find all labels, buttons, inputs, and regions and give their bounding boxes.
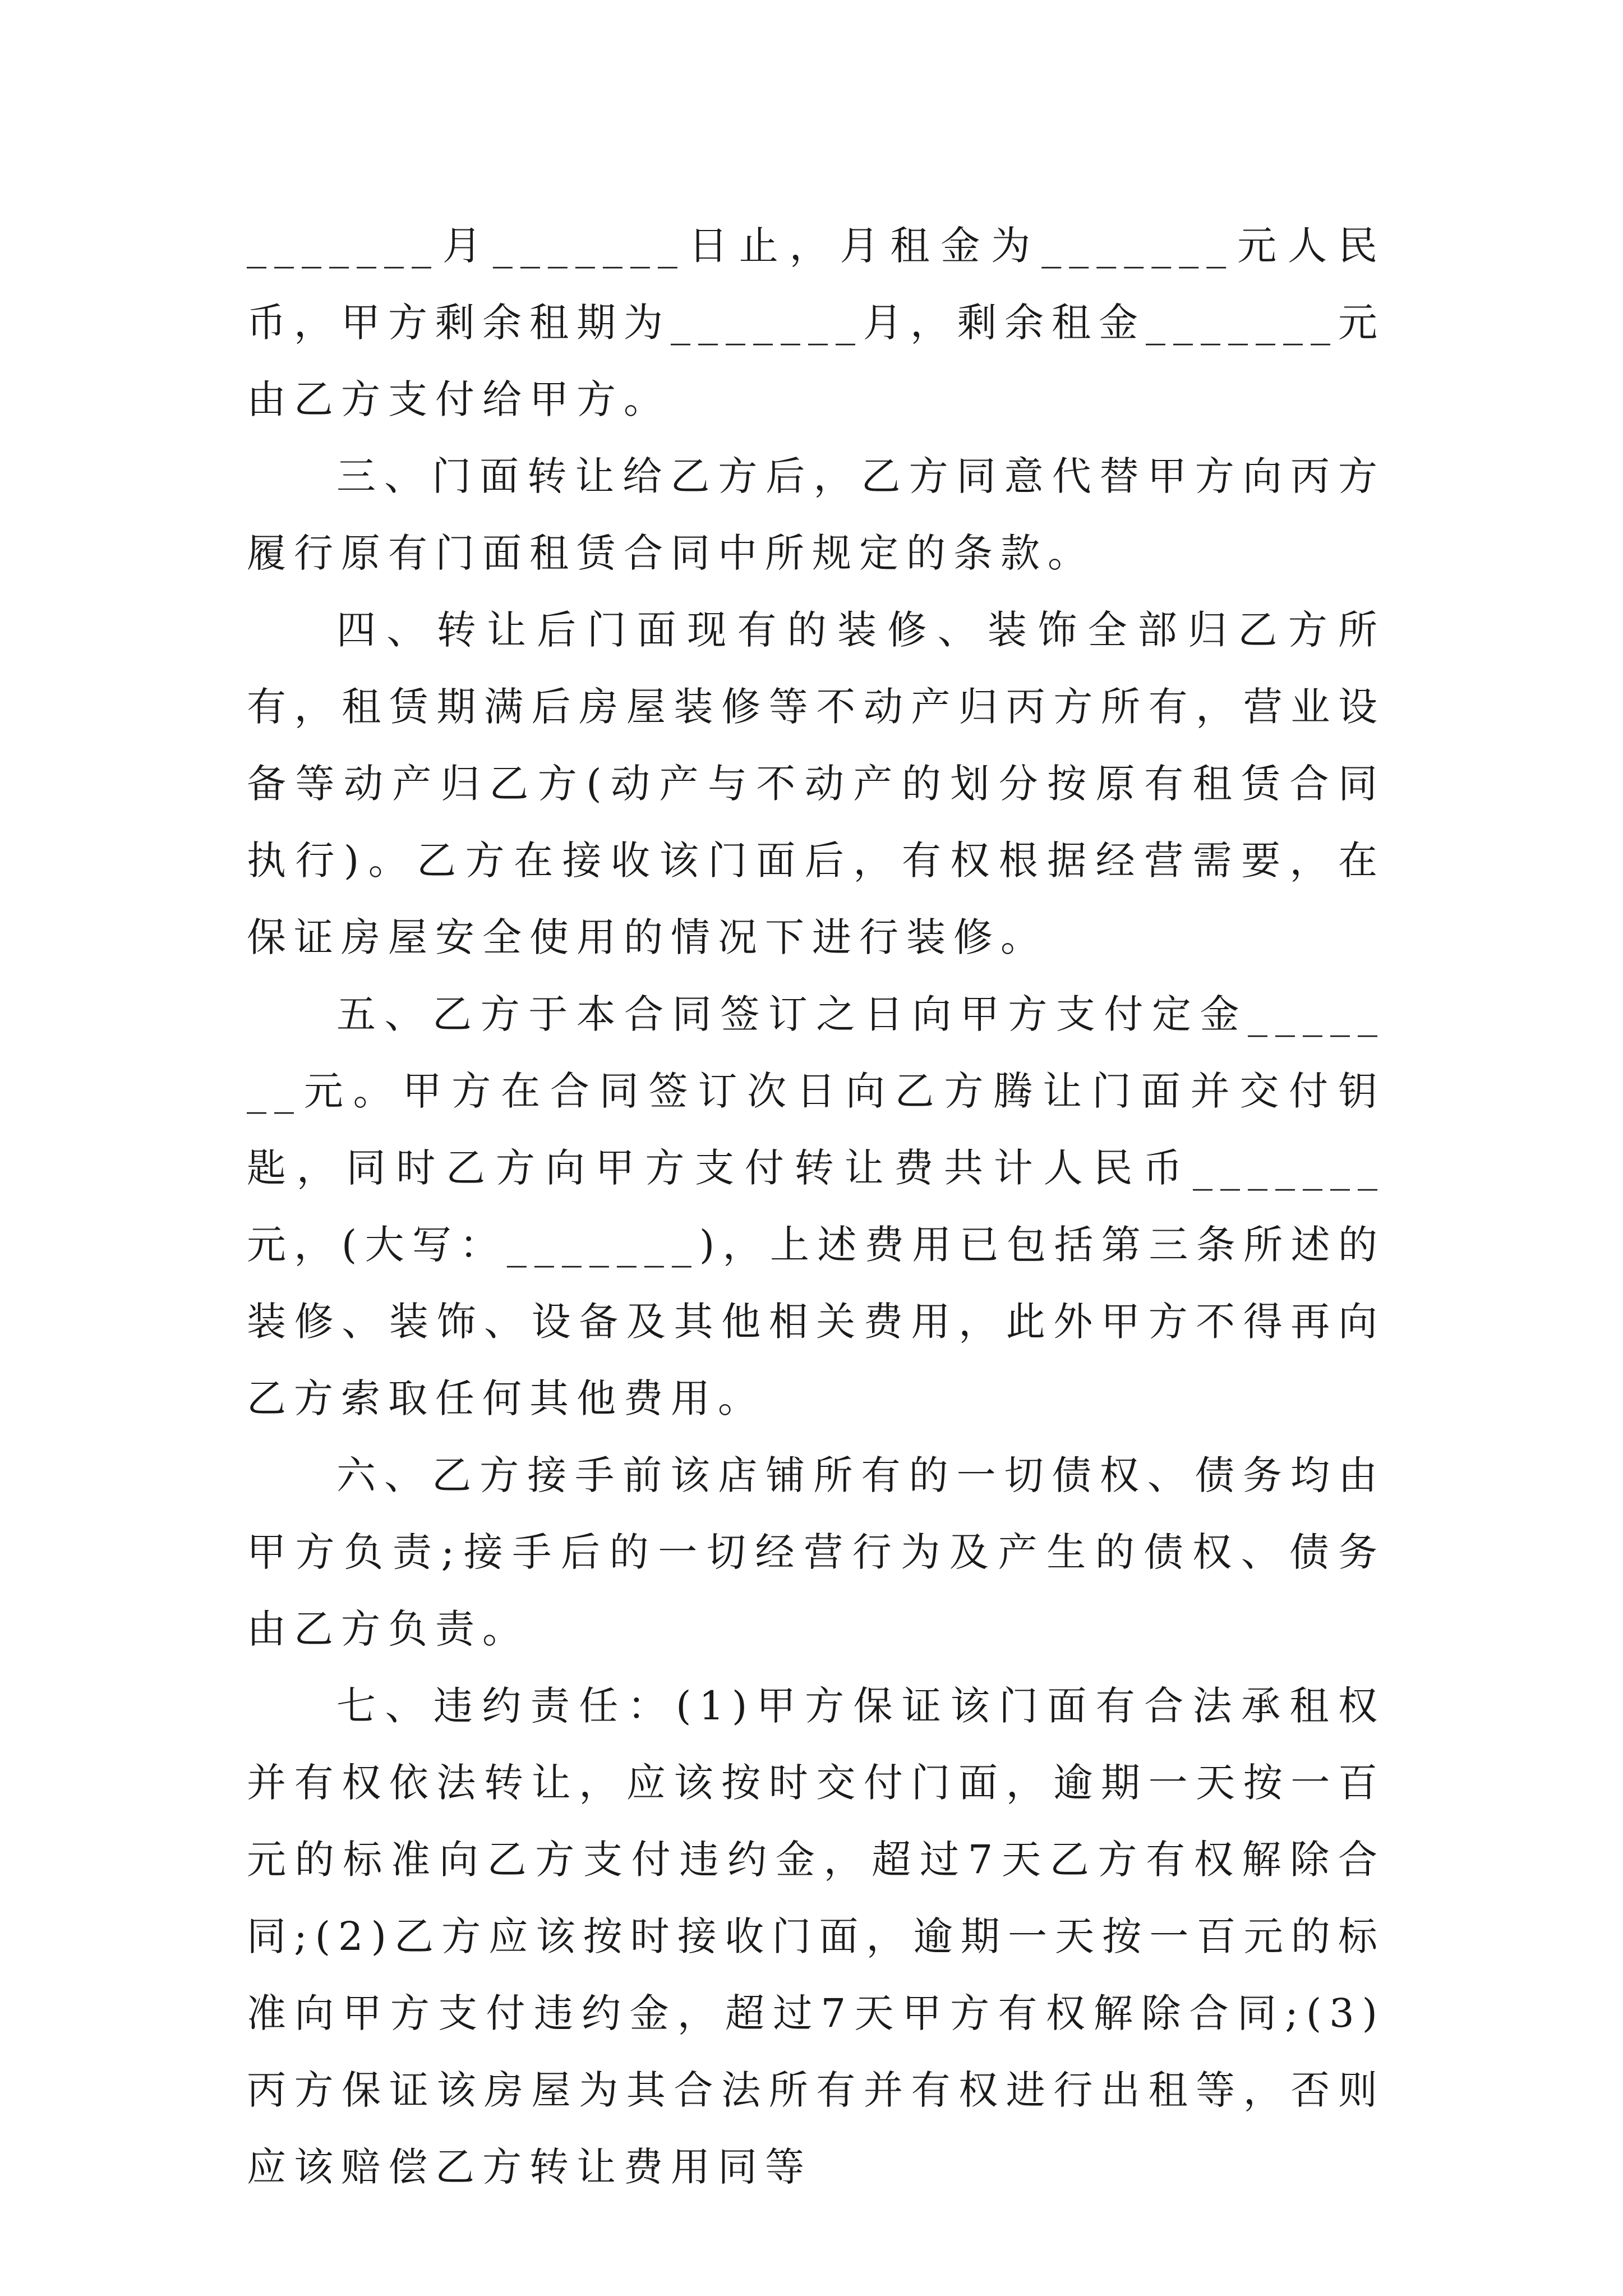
paragraph-clause-6: 六、乙方接手前该店铺所有的一切债权、债务均由甲方负责;接手后的一切经营行为及产生的债权、债务由乙方负责。 (247, 1452, 1385, 1652)
paragraph-rent-terms: _______月_______日止，月租金为_______元人民币，甲方剩余租期为_______月，剩余租金_______元由乙方支付给甲方。 (247, 223, 1385, 422)
paragraph-clause-4: 四、转让后门面现有的装修、装饰全部归乙方所有，租赁期满后房屋装修等不动产归丙方所有，营业设备等动产归乙方(动产与不动产的划分按原有租赁合同执行)。乙方在接收该门面后，有权根据经营需要，在保证房屋安全使用的情况下进行装修。 (247, 607, 1385, 960)
paragraph-clause-5: 五、乙方于本合同签订之日向甲方支付定金_______元。甲方在合同签订次日向乙方腾让门面并交付钥匙，同时乙方向甲方支付转让费共计人民币_______元，(大写：_______)，上述费用已包括第三条所述的装修、装饰、设备及其他相关费用，此外甲方不得再向乙方索取任何其他费用。 (247, 991, 1385, 1421)
contract-body (247, 208, 1385, 2206)
paragraph-clause-3: 三、门面转让给乙方后，乙方同意代替甲方向丙方履行原有门面租赁合同中所规定的条款。 (247, 453, 1385, 576)
paragraph-clause-7: 七、违约责任：(1)甲方保证该门面有合法承租权并有权依法转让，应该按时交付门面，逾期一天按一百元的标准向乙方支付违约金，超过7天乙方有权解除合同;(2)乙方应该按时接收门面，逾期一天按一百元的标准向甲方支付违约金，超过7天甲方有权解除合同;(3)丙方保证该房屋为其合法所有并有权进行出租等，否则应该赔偿乙方转让费用同等 (247, 1683, 1385, 2190)
